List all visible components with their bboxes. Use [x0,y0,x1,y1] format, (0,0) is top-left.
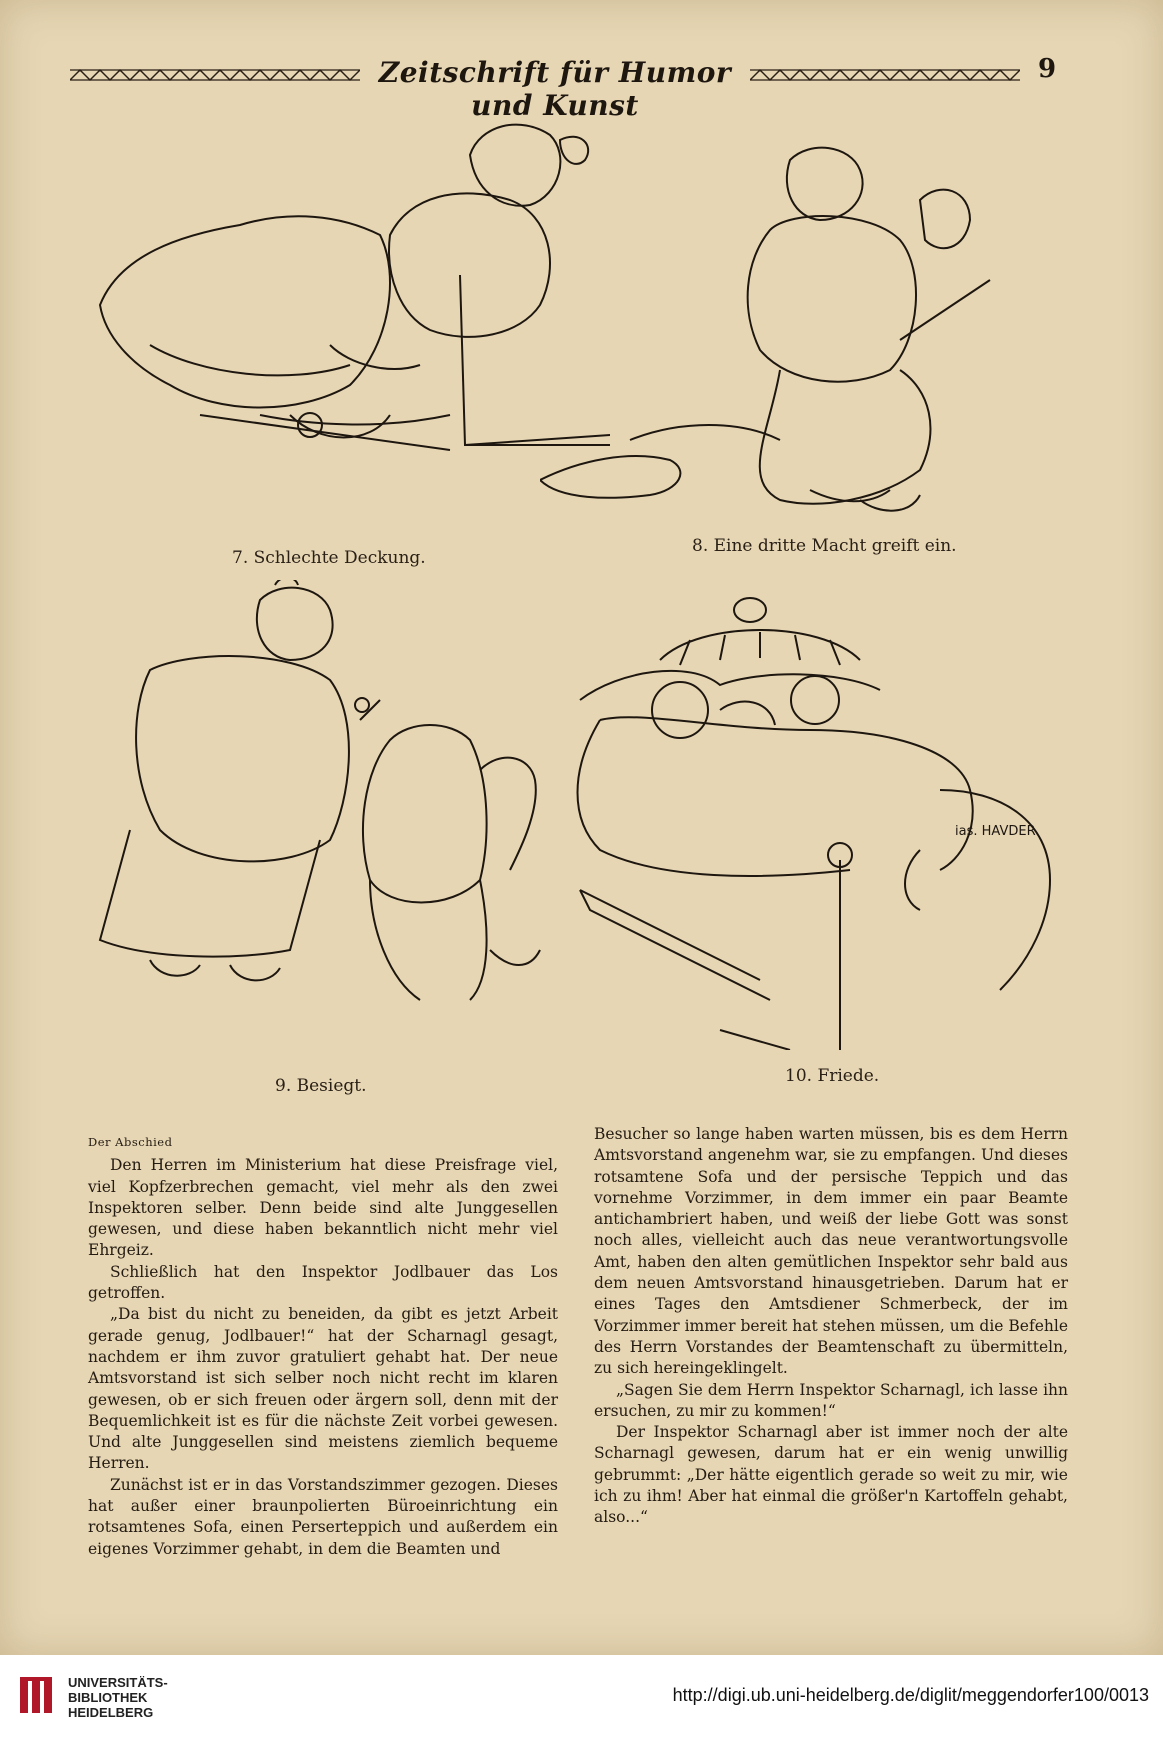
article-paragraph: Der Inspektor Scharnagl aber ist immer noch der alte Scharnagl gewesen, darum hat er ein wenig unwillig gebrummt: „Der hätte eigentlich gerade so weit zu mir, wie ich zu ihm! Aber hat einmal die größer'n Kartoffeln gehabt, also...“ [594,1423,1068,1527]
article-paragraph: „Da bist du nicht zu beneiden, da gibt es jetzt Arbeit gerade genug, Jodlbauer!“ hat der Scharnagl gesagt, nachdem er ihm zuvor gratuliert gehabt hat. Der neue Amtsvorstand ist sich selber noch nicht recht im klaren gewesen, ob er sich freuen oder ärgern soll, denn mit der Bequemlichkeit ist es für die nächste Zeit vorbei gewesen. Und alte Junggesellen sind meistens ziemlich bequeme Herren. [88,1305,558,1473]
article-column-right [594,1124,1068,1529]
header-ornament-left [70,68,360,82]
header-ornament-right [750,68,1020,82]
caption-9: 9. Besiegt. [275,1076,367,1096]
article-column-left [88,1132,558,1560]
article-paragraph: „Sagen Sie dem Herrn Inspektor Scharnagl, ich lasse ihn ersuchen, zu mir zu kommen!“ [594,1380,1068,1420]
illustration-9-defeated [90,580,600,1020]
illustrator-signature: ias. HAVDER [955,824,1036,839]
magazine-title: Zeitschrift für Humor und Kunst [378,56,732,122]
article-heading: Der Abschied [88,1135,173,1149]
article-paragraph: Den Herren im Ministerium hat diese Preisfrage viel, viel Kopfzerbrechen gemacht, viel mehr als den zwei Inspektoren selber. Denn beide sind alte Junggesellen gewesen, und diese haben bekanntlich nicht mehr viel Ehrgeiz. [88,1156,558,1260]
illustration-7-bad-cover [90,115,610,515]
caption-8: 8. Eine dritte Macht greift ein. [692,536,957,556]
article-paragraph: Zunächst ist er in das Vorstandszimmer gezogen. Dieses hat außer einer braunpolierten Büroeinrichtung ein rotsamtenes Sofa, einen Perserteppich und außerdem ein eigenes Vorzimmer gehabt, in dem die Beamten und [88,1475,558,1558]
page-number: 9 [1038,54,1057,84]
library-name: UNIVERSITÄTS- BIBLIOTHEK HEIDELBERG [68,1675,168,1720]
illustration-10-peace [560,590,1060,1050]
source-url-link[interactable]: http://digi.ub.uni-heidelberg.de/diglit/meggendorfer100/0013 [672,1685,1149,1705]
university-library-logo-icon [18,1675,62,1719]
caption-7: 7. Schlechte Deckung. [232,548,426,568]
article-paragraph: Schließlich hat den Inspektor Jodlbauer das Los getroffen. [88,1262,558,1303]
caption-10: 10. Friede. [785,1066,880,1086]
illustration-8-third-power [540,140,1060,520]
running-header [70,52,1060,122]
digitization-footer [0,1655,1163,1739]
article-paragraph: Besucher so lange haben warten müssen, bis es dem Herrn Amtsvorstand angenehm war, sie zu empfangen. Und dieses rotsamtene Sofa und der persische Teppich und das vornehme Vorzimmer, in dem immer ein paar Beamte antichambriert haben, und weiß der liebe Gott was sonst noch alles, vielleicht auch das neue verantwortungsvolle Amt, haben den alten gemütlichen Inspektor sehr bald aus dem neuen Amtsvorstand hinausgetrieben. Darum hat er eines Tages den Amtsdiener Schmerbeck, der im Vorzimmer immer bereit hat stehen müssen, um die Befehle des Herrn Vorstandes der Beamtenschaft zu übermitteln, zu sich hereingeklingelt. [594,1125,1068,1378]
